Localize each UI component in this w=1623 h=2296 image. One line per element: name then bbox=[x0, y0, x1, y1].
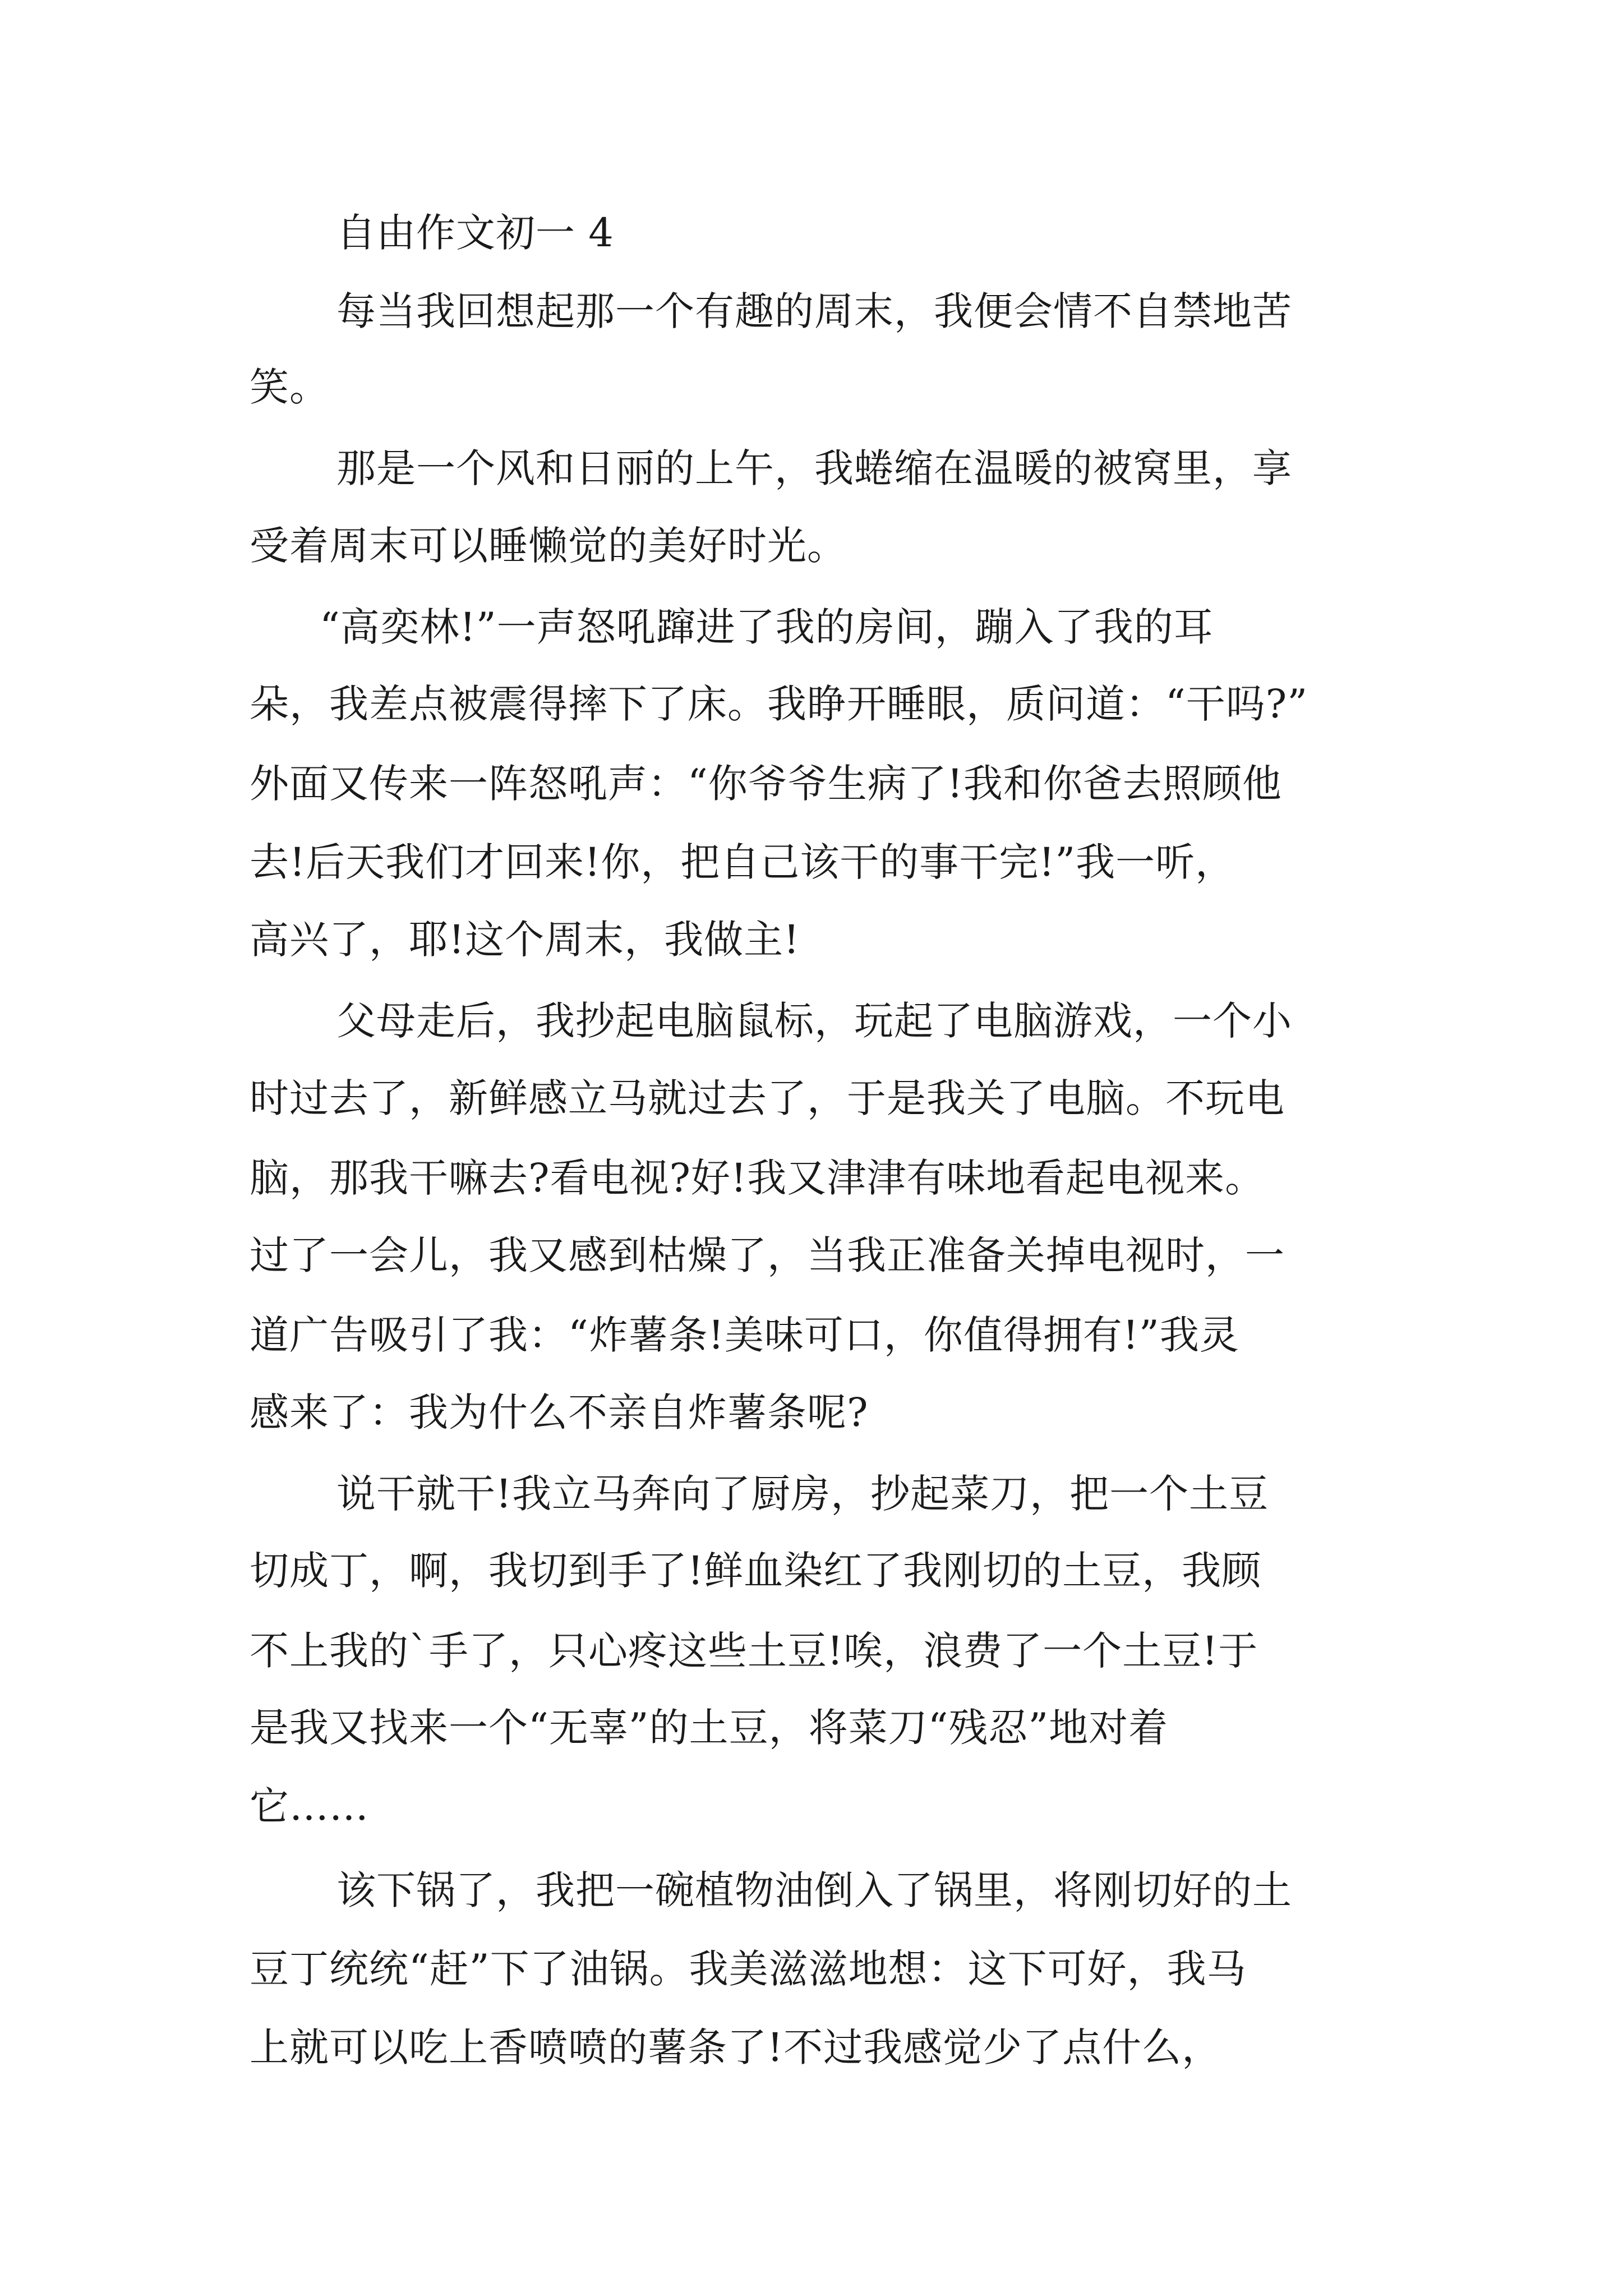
paragraph-line: 时过去了，新鲜感立马就过去了，于是我关了电脑。不玩电 bbox=[250, 1075, 1285, 1121]
paragraph-line: 过了一会儿，我又感到枯燥了，当我正准备关掉电视时，一 bbox=[250, 1232, 1285, 1278]
paragraph-line: 道广告吸引了我：“炸薯条!美味可口，你值得拥有!”我灵 bbox=[250, 1312, 1239, 1358]
paragraph-line: 豆丁统统“赶”下了油锅。我美滋滋地想：这下可好，我马 bbox=[250, 1946, 1247, 1992]
paragraph-line: 该下锅了，我把一碗植物油倒入了锅里，将刚切好的土 bbox=[336, 1867, 1292, 1913]
document-title: 自由作文初一 4 bbox=[336, 210, 614, 256]
paragraph-line: 父母走后，我抄起电脑鼠标，玩起了电脑游戏，一个小 bbox=[336, 998, 1292, 1044]
paragraph-line: 受着周末可以睡懒觉的美好时光。 bbox=[250, 523, 847, 569]
paragraph-line: 是我又找来一个“无辜”的土豆，将菜刀“残忍”地对着 bbox=[250, 1705, 1169, 1751]
paragraph-line: 那是一个风和日丽的上午，我蜷缩在温暖的被窝里，享 bbox=[336, 445, 1292, 491]
paragraph-line: 笑。 bbox=[250, 364, 329, 410]
paragraph-line: 说干就干!我立马奔向了厨房，抄起菜刀，把一个土豆 bbox=[336, 1471, 1269, 1517]
paragraph-line: 脑，那我干嘛去?看电视?好!我又津津有味地看起电视来。 bbox=[250, 1155, 1265, 1201]
paragraph-line: 它…… bbox=[250, 1783, 369, 1829]
paragraph-line: 每当我回想起那一个有趣的周末，我便会情不自禁地苦 bbox=[336, 288, 1292, 334]
paragraph-line: 不上我的`手了，只心疼这些土豆!唉，浪费了一个土豆!于 bbox=[250, 1628, 1258, 1674]
paragraph-line: “高奕林!”一声怒吼蹿进了我的房间，蹦入了我的耳 bbox=[320, 604, 1214, 650]
paragraph-line: 上就可以吃上香喷喷的薯条了!不过我感觉少了点什么， bbox=[250, 2024, 1222, 2070]
paragraph-line: 外面又传来一阵怒吼声：“你爷爷生病了!我和你爸去照顾他 bbox=[250, 761, 1282, 807]
paragraph-line: 朵，我差点被震得摔下了床。我睁开睡眼，质问道：“干吗?” bbox=[250, 681, 1308, 727]
paragraph-line: 感来了：我为什么不亲自炸薯条呢? bbox=[250, 1389, 869, 1435]
paragraph-line: 切成丁，啊，我切到手了!鲜血染红了我刚切的土豆，我顾 bbox=[250, 1548, 1262, 1594]
paragraph-line: 去!后天我们才回来!你，把自己该干的事干完!”我一听， bbox=[250, 839, 1235, 885]
paragraph-line: 高兴了，耶!这个周末，我做主! bbox=[250, 917, 800, 963]
